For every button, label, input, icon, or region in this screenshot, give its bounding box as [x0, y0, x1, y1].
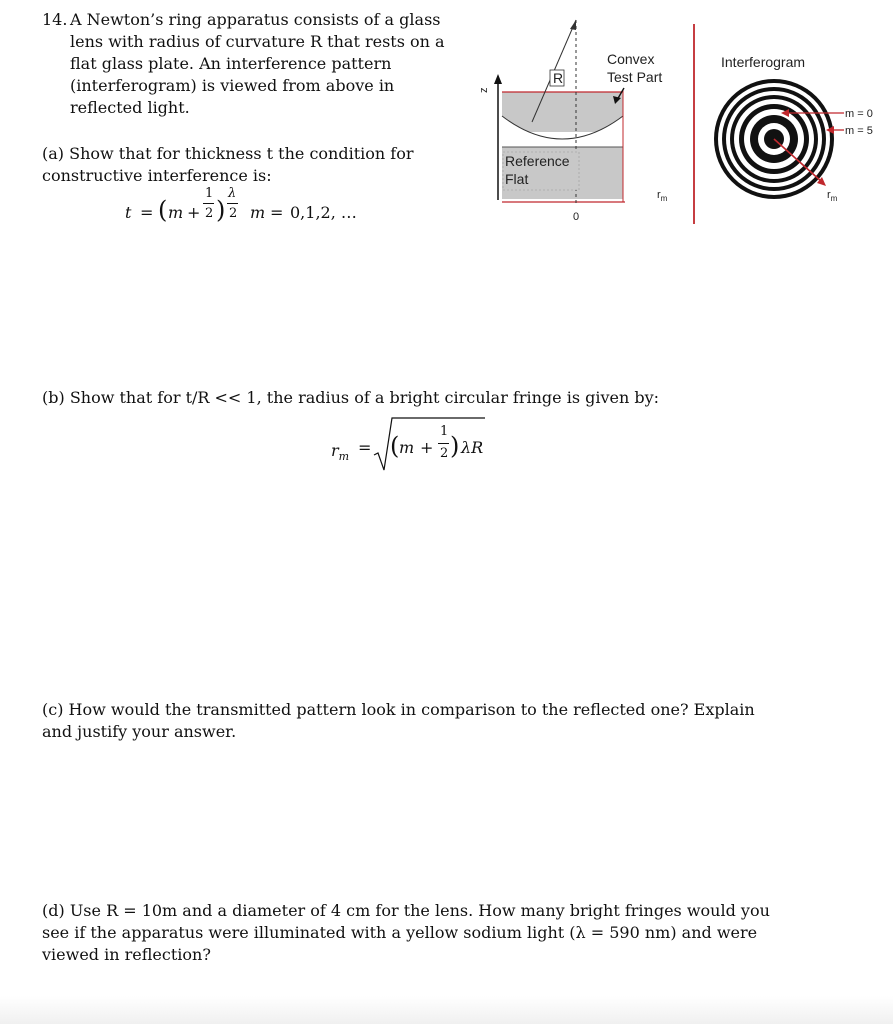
- formula-b-r: $r_m$: [331, 441, 350, 464]
- formula-b-plus: +: [420, 438, 434, 457]
- formula-b-half-num: 1: [440, 424, 449, 439]
- origin-label: 0: [573, 211, 580, 223]
- reference-label-1: Reference: [505, 153, 570, 169]
- formula-a-open-paren: (: [158, 196, 168, 224]
- lens-body: [502, 92, 623, 132]
- part-d-line-1: (d) Use R = 10m and a diameter of 4 cm for the lens. How many bright fringes would you: [42, 901, 770, 920]
- formula-a-t: t: [125, 203, 132, 222]
- interferogram-title: Interferogram: [721, 54, 806, 70]
- formula-b-close-paren: ): [450, 432, 460, 460]
- part-a-line-1: (a) Show that for thickness t the condition for: [42, 144, 414, 163]
- m5-label: m = 5: [845, 125, 873, 137]
- part-c-line-1: (c) How would the transmitted pattern look in comparison to the reflected one? Explain: [42, 700, 755, 719]
- formula-b-open-paren: (: [390, 432, 400, 460]
- convex-label-1: Convex: [607, 51, 655, 67]
- intro-line-3: flat glass plate. An interference pattern: [70, 54, 392, 73]
- rm2-label: $r_m$: [827, 189, 838, 203]
- m0-label: m = 0: [845, 108, 873, 120]
- formula-a-close-paren: ): [216, 196, 226, 224]
- formula-b-equals: =: [358, 438, 372, 457]
- formula-b-m: m: [399, 438, 415, 457]
- intro-line-5: reflected light.: [70, 98, 190, 117]
- z-axis-arrowhead: [494, 74, 502, 84]
- formula-a-m-values: 0,1,2, …: [290, 203, 357, 222]
- formula-a-two: 2: [229, 206, 238, 221]
- radius-arrowhead: [570, 20, 576, 30]
- newtons-ring-figure: [470, 12, 890, 242]
- part-c-line-2: and justify your answer.: [42, 722, 237, 741]
- formula-b-lambda-r: λR: [461, 438, 484, 457]
- part-d-line-2: see if the apparatus were illuminated with a yellow sodium light (λ = 590 nm) and were: [42, 923, 758, 942]
- formula-a-m-label: m: [250, 203, 266, 222]
- part-d-line-3: viewed in reflection?: [42, 945, 211, 964]
- formula-b-half-bar: [438, 443, 449, 444]
- intro-line-1: A Newton’s ring apparatus consists of a glass: [70, 10, 441, 29]
- formula-a-lambda-bar: [227, 203, 238, 204]
- intro-line-4: (interferogram) is viewed from above in: [70, 76, 395, 95]
- formula-a-half-den: 2: [205, 206, 214, 221]
- reference-label-2: Flat: [505, 171, 529, 187]
- page-bottom-shade: [0, 996, 893, 1024]
- problem-number: 14.: [42, 10, 68, 29]
- formula-a-lambda: λ: [228, 186, 237, 201]
- part-b-line: (b) Show that for t/R << 1, the radius of a bright circular fringe is given by:: [42, 388, 660, 407]
- formula-a-m: m: [168, 203, 184, 222]
- intro-line-2: lens with radius of curvature R that rests on a: [70, 32, 445, 51]
- z-axis-label: z: [478, 87, 490, 93]
- part-a-line-2: constructive interference is:: [42, 166, 272, 185]
- convex-label-2: Test Part: [607, 69, 663, 85]
- formula-a-m-equals: =: [270, 203, 284, 222]
- rm-label: $r_m$: [657, 189, 668, 203]
- formula-a-half-num: 1: [205, 186, 214, 201]
- formula-b-half-den: 2: [440, 446, 449, 461]
- formula-a-equals: =: [140, 203, 154, 222]
- formula-a-plus: +: [187, 203, 201, 222]
- formula-a-half-bar: [203, 203, 214, 204]
- radius-label: R: [553, 70, 564, 86]
